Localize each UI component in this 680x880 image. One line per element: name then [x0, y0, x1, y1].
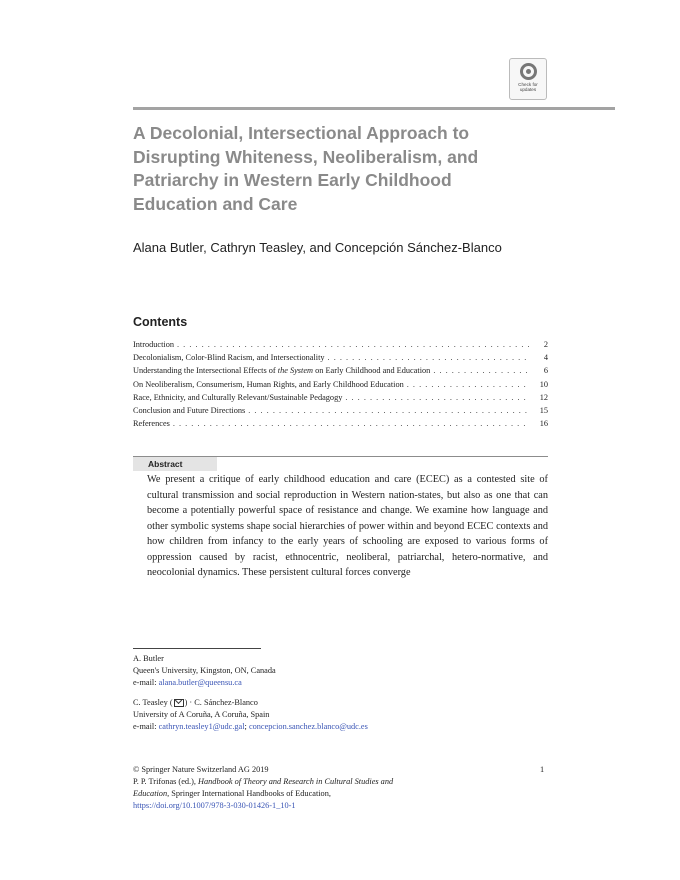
series-text: , Springer International Handbooks of Education, — [167, 789, 331, 798]
toc-entry-page: 4 — [543, 353, 548, 363]
chapter-title-line-4: Education and Care — [133, 193, 298, 214]
toc-entry-label: Race, Ethnicity, and Culturally Relevant/Sustainable Pedagogy — [133, 392, 343, 402]
toc-entry[interactable] — [133, 404, 548, 417]
toc-entry-label: Introduction — [133, 340, 175, 349]
editor-text: P. P. Trifonas (ed.), — [133, 777, 199, 786]
author-2-name-post: ) · C. Sánchez-Blanco — [184, 698, 258, 707]
author-1-email-line — [133, 677, 553, 689]
author-footnotes — [133, 653, 553, 733]
book-citation-line-2 — [133, 788, 553, 800]
toc-entry[interactable] — [133, 364, 548, 377]
email-label: e-mail: — [133, 678, 159, 687]
toc-entry-label-em: the System — [277, 366, 314, 376]
toc-entry[interactable] — [133, 338, 548, 351]
toc-leader — [248, 404, 529, 417]
author-2-email-line — [133, 721, 553, 733]
toc-entry-page: 16 — [539, 419, 548, 429]
abstract-label: Abstract — [133, 457, 217, 471]
toc-entry-page: 10 — [539, 379, 548, 389]
chapter-title — [133, 122, 603, 216]
publication-info — [133, 764, 553, 812]
toc-entry[interactable] — [133, 351, 548, 364]
toc-entry-label-post: on Early Childhood and Education — [313, 366, 431, 376]
toc-leader — [407, 378, 529, 391]
toc-leader — [433, 364, 529, 377]
toc-entry-label-pre: Understanding the Intersectional Effects of — [133, 366, 278, 376]
header-rule — [133, 107, 615, 110]
book-title-part-2: Education — [133, 789, 168, 798]
toc-entry[interactable] — [133, 417, 548, 430]
toc-entry-label: Decolonialism, Color-Blind Racism, and Intersectionality — [133, 353, 325, 363]
toc-entry-label: References — [133, 419, 170, 429]
table-of-contents — [133, 338, 548, 430]
envelope-icon — [174, 699, 184, 707]
author-2-names — [133, 697, 553, 709]
copyright-line: © Springer Nature Switzerland AG 2019 — [133, 765, 269, 774]
book-citation-line-1 — [133, 776, 553, 788]
doi-line — [133, 800, 553, 812]
author-2-name-pre: C. Teasley ( — [133, 698, 173, 707]
author-1-name: A. Butler — [133, 654, 164, 663]
chapter-title-line-2: Disrupting Whiteness, Neoliberalism, and — [133, 146, 479, 167]
abstract-text: We present a critique of early childhood education and care (ECEC) as a contested site of cultural transmission and social reproduction in Western nation-states, but also as one that can become a potentially powerful space of resistance and change. We examine how language and other symbolic systems shape social hierarchies of power within and beyond ECEC contexts and how children from infancy to the early years of schooling are exposed to various forms of oppression caused by racist, ethnocentric, neoliberal, patriarchal, hetero-normative, and neocolonial dynamics. These persistent cultural forces converge — [147, 474, 548, 578]
toc-entry-label: On Neoliberalism, Consumerism, Human Rights, and Early Childhood Education — [133, 379, 404, 389]
toc-entry-page: 15 — [539, 405, 548, 415]
contents-heading: Contents — [133, 315, 188, 329]
check-for-updates-badge[interactable] — [509, 58, 547, 100]
toc-entry-page: 12 — [539, 392, 548, 402]
check-for-updates-icon — [520, 63, 537, 80]
toc-entry-page: 6 — [543, 366, 548, 376]
badge-text-line-1: Check for — [518, 82, 538, 87]
chapter-title-line-3: Patriarchy in Western Early Childhood — [133, 170, 452, 190]
toc-leader — [173, 417, 529, 430]
page-number: 1 — [540, 765, 545, 774]
author-3-email-link[interactable]: concepcion.sanchez.blanco@udc.es — [248, 722, 368, 731]
book-title-part-1: Handbook of Theory and Research in Cultural Studies and — [198, 777, 394, 786]
author-2-affiliation: University of A Coruña, A Coruña, Spain — [133, 710, 270, 719]
badge-text-line-2: updates — [519, 87, 537, 92]
author-list: Alana Butler, Cathryn Teasley, and Concepción Sánchez-Blanco — [133, 240, 502, 255]
toc-leader — [177, 338, 529, 351]
toc-entry-label — [133, 364, 430, 377]
toc-entry[interactable] — [133, 378, 548, 391]
author-2-email-link[interactable]: cathryn.teasley1@udc.gal — [158, 722, 245, 731]
toc-leader — [328, 351, 529, 364]
email-label: e-mail: — [133, 722, 159, 731]
chapter-title-line-1: A Decolonial, Intersectional Approach to — [133, 123, 470, 143]
footnote-rule — [133, 648, 261, 649]
toc-entry-page: 2 — [543, 340, 548, 349]
author-1-affiliation: Queen's University, Kingston, ON, Canada — [133, 666, 276, 675]
toc-entry[interactable] — [133, 391, 548, 404]
email-separator: ; — [244, 722, 249, 731]
doi-link[interactable]: https://doi.org/10.1007/978-3-030-01426-1_10-1 — [133, 801, 296, 810]
toc-entry-label: Conclusion and Future Directions — [133, 405, 246, 415]
author-1-email-link[interactable]: alana.butler@queensu.ca — [158, 678, 242, 687]
toc-leader — [345, 391, 529, 404]
